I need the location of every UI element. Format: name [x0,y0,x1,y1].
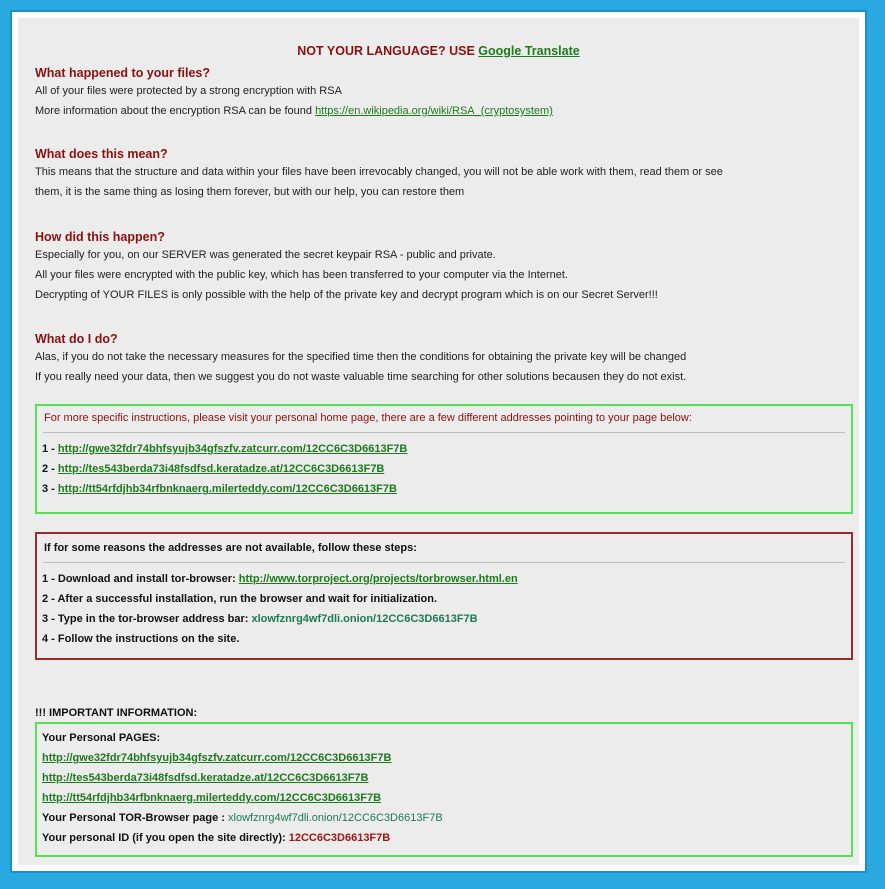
tor-instructions-box [35,532,853,660]
personal-page-link-2[interactable]: http://tes543berda73i48fsdfsd.keratadze.at/12CC6C3D6613F7B [42,772,369,784]
torproject-link[interactable]: http://www.torproject.org/projects/torbrowser.html.en [238,573,518,585]
section-text: Especially for you, on our SERVER was generated the secret keypair RSA - public and private. [35,249,496,261]
address-number: 2 - [42,463,58,475]
important-info-box [35,722,853,857]
section-heading: What does this mean? [35,147,168,161]
section-what-do-i-do [35,332,847,387]
address-link-2[interactable]: http://tes543berda73i48fsdfsd.keratadze.at/12CC6C3D6613F7B [57,463,385,475]
important-info-label: !!! IMPORTANT INFORMATION: [35,707,198,719]
tor-step-2: 2 - After a successful installation, run the browser and wait for initialization. [42,593,438,605]
step-text: 3 - Type in the tor-browser address bar: [42,613,252,625]
tor-step-4: 4 - Follow the instructions on the site. [42,633,240,645]
personal-page-line-2 [37,768,851,788]
section-text [35,101,847,121]
section-text: If you really need your data, then we suggest you do not waste valuable time searching for other solutions becausen they do not exist. [35,371,687,383]
address-link-3[interactable]: http://tt54rfdjhb34rfbnknaerg.milerteddy.com/12CC6C3D6613F7B [57,483,397,495]
section-text: Decrypting of YOUR FILES is only possible with the help of the private key and decrypt program which is on our Secret Server!!! [35,289,658,301]
personal-id-label: Your personal ID (if you open the site directly): [42,832,289,844]
wikipedia-rsa-link[interactable]: https://en.wikipedia.org/wiki/RSA_(cryptosystem) [315,105,553,117]
personal-page-box [35,404,853,514]
section-how-did-this-happen [35,230,847,305]
section-heading: What happened to your files? [35,66,211,80]
tor-box-heading: If for some reasons the addresses are not available, follow these steps: [44,542,417,554]
address-line-1 [37,439,851,459]
address-line-2 [37,459,851,479]
personal-page-line-1 [37,748,851,768]
section-text: All of your files were protected by a strong encryption with RSA [35,85,342,97]
personal-pages-label: Your Personal PAGES: [42,732,161,744]
onion-address: xlowfznrg4wf7dli.onion/12CC6C3D6613F7B [251,613,478,625]
personal-page-link-1[interactable]: http://gwe32fdr74bhfsyujb34gfszfv.zatcurr.com/12CC6C3D6613F7B [42,752,392,764]
address-line-3 [37,479,851,499]
instructions-text: For more specific instructions, please visit your personal home page, there are a few different addresses pointing to your page below: [44,412,692,424]
ransom-note-window [10,10,867,873]
address-number: 1 - [42,443,58,455]
section-text: Alas, if you do not take the necessary measures for the specified time then the conditions for obtaining the private key will be changed [35,351,687,363]
tor-page-line [37,808,851,828]
section-text: them, it is the same thing as losing them forever, but with our help, you can restore them [35,186,465,198]
address-number: 3 - [42,483,58,495]
step-text: 1 - Download and install tor-browser: [42,573,239,585]
google-translate-link[interactable]: Google Translate [478,44,580,58]
ransom-note-panel [18,18,859,865]
section-heading: What do I do? [35,332,118,346]
personal-id-line [37,828,851,848]
tor-page-value: xlowfznrg4wf7dli.onion/12CC6C3D6613F7B [228,812,443,824]
tor-step-1 [37,569,851,589]
page-title [18,44,859,58]
tor-page-label: Your Personal TOR-Browser page : [42,812,229,824]
personal-page-link-3[interactable]: http://tt54rfdjhb34rfbnknaerg.milerteddy.com/12CC6C3D6613F7B [42,792,382,804]
personal-page-line-3 [37,788,851,808]
personal-id-value: 12CC6C3D6613F7B [288,832,391,844]
section-text: All your files were encrypted with the public key, which has been transferred to your computer via the Internet. [35,269,568,281]
title-text: NOT YOUR LANGUAGE? USE [297,44,479,58]
section-what-happened [35,66,847,121]
info-prefix: More information about the encryption RSA can be found [35,105,316,117]
section-heading: How did this happen? [35,230,165,244]
section-text: This means that the structure and data within your files have been irrevocably changed, you will not be able work with them, read them or see [35,166,723,178]
tor-step-3 [37,609,851,629]
address-link-1[interactable]: http://gwe32fdr74bhfsyujb34gfszfv.zatcurr.com/12CC6C3D6613F7B [57,443,408,455]
section-what-does-this-mean [35,147,847,202]
